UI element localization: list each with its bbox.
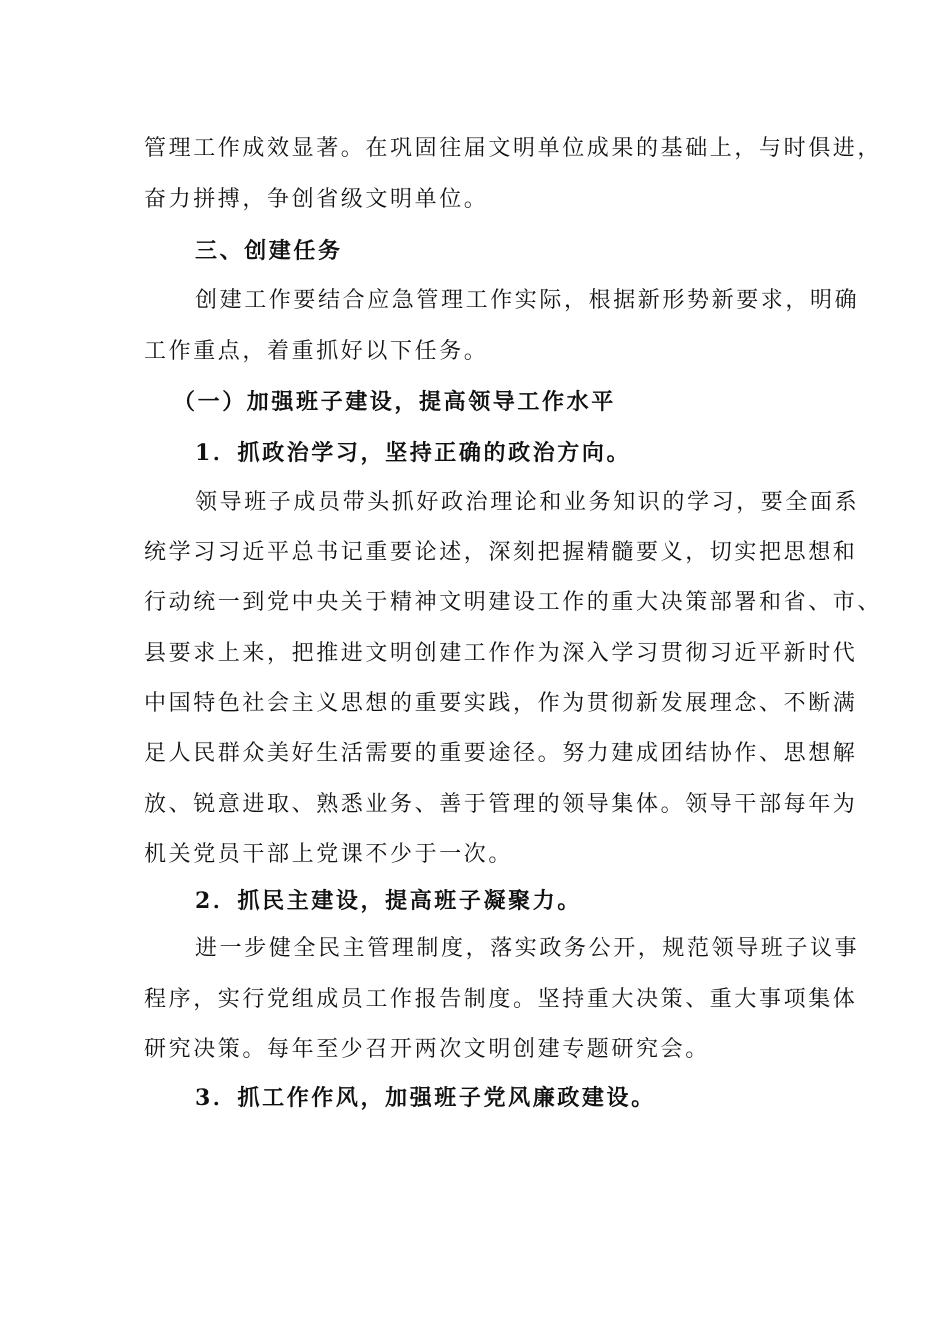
section-heading: 三、创建任务 <box>195 238 343 264</box>
paragraph-line: 中国特色社会主义思想的重要实践，作为贯彻新发展理念、不断满 <box>144 691 858 716</box>
paragraph-line: 进一步健全民主管理制度，落实政务公开，规范领导班子议事 <box>195 936 860 961</box>
paragraph-line: 县要求上来，把推进文明创建工作作为深入学习贯彻习近平新时代 <box>144 641 858 666</box>
paragraph-line: 奋力拼搏，争创省级文明单位。 <box>144 187 489 212</box>
paragraph-line: 管理工作成效显著。在巩固往届文明单位成果的基础上，与时俱进， <box>144 136 883 161</box>
paragraph-line: 创建工作要结合应急管理工作实际，根据新形势新要求，明确 <box>195 288 860 313</box>
subsection-heading: （一）加强班子建设，提高领导工作水平 <box>173 389 616 415</box>
paragraph-line: 统学习习近平总书记重要论述，深刻把握精髓要义，切实把思想和 <box>144 540 858 565</box>
paragraph-line: 放、锐意进取、熟悉业务、善于管理的领导集体。领导干部每年为 <box>144 792 858 817</box>
paragraph-line: 足人民群众美好生活需要的重要途径。努力建成团结协作、思想解 <box>144 741 858 766</box>
paragraph-line: 机关党员干部上党课不少于一次。 <box>144 842 514 867</box>
paragraph-line: 领导班子成员带头抓好政治理论和业务知识的学习，要全面系 <box>195 490 860 515</box>
paragraph-line: 研究决策。每年至少召开两次文明创建专题研究会。 <box>144 1037 710 1062</box>
paragraph-line: 工作重点，着重抓好以下任务。 <box>144 339 489 364</box>
paragraph-line: 程序，实行党组成员工作报告制度。坚持重大决策、重大事项集体 <box>144 987 858 1012</box>
paragraph-line: 行动统一到党中央关于精神文明建设工作的重大决策部署和省、市、 <box>144 590 883 615</box>
item-heading: 3．抓工作作风，加强班子党风廉政建设。 <box>195 1085 656 1111</box>
item-heading: 1．抓政治学习，坚持正确的政治方向。 <box>195 440 632 466</box>
item-heading: 2．抓民主建设，提高班子凝聚力。 <box>195 888 582 914</box>
